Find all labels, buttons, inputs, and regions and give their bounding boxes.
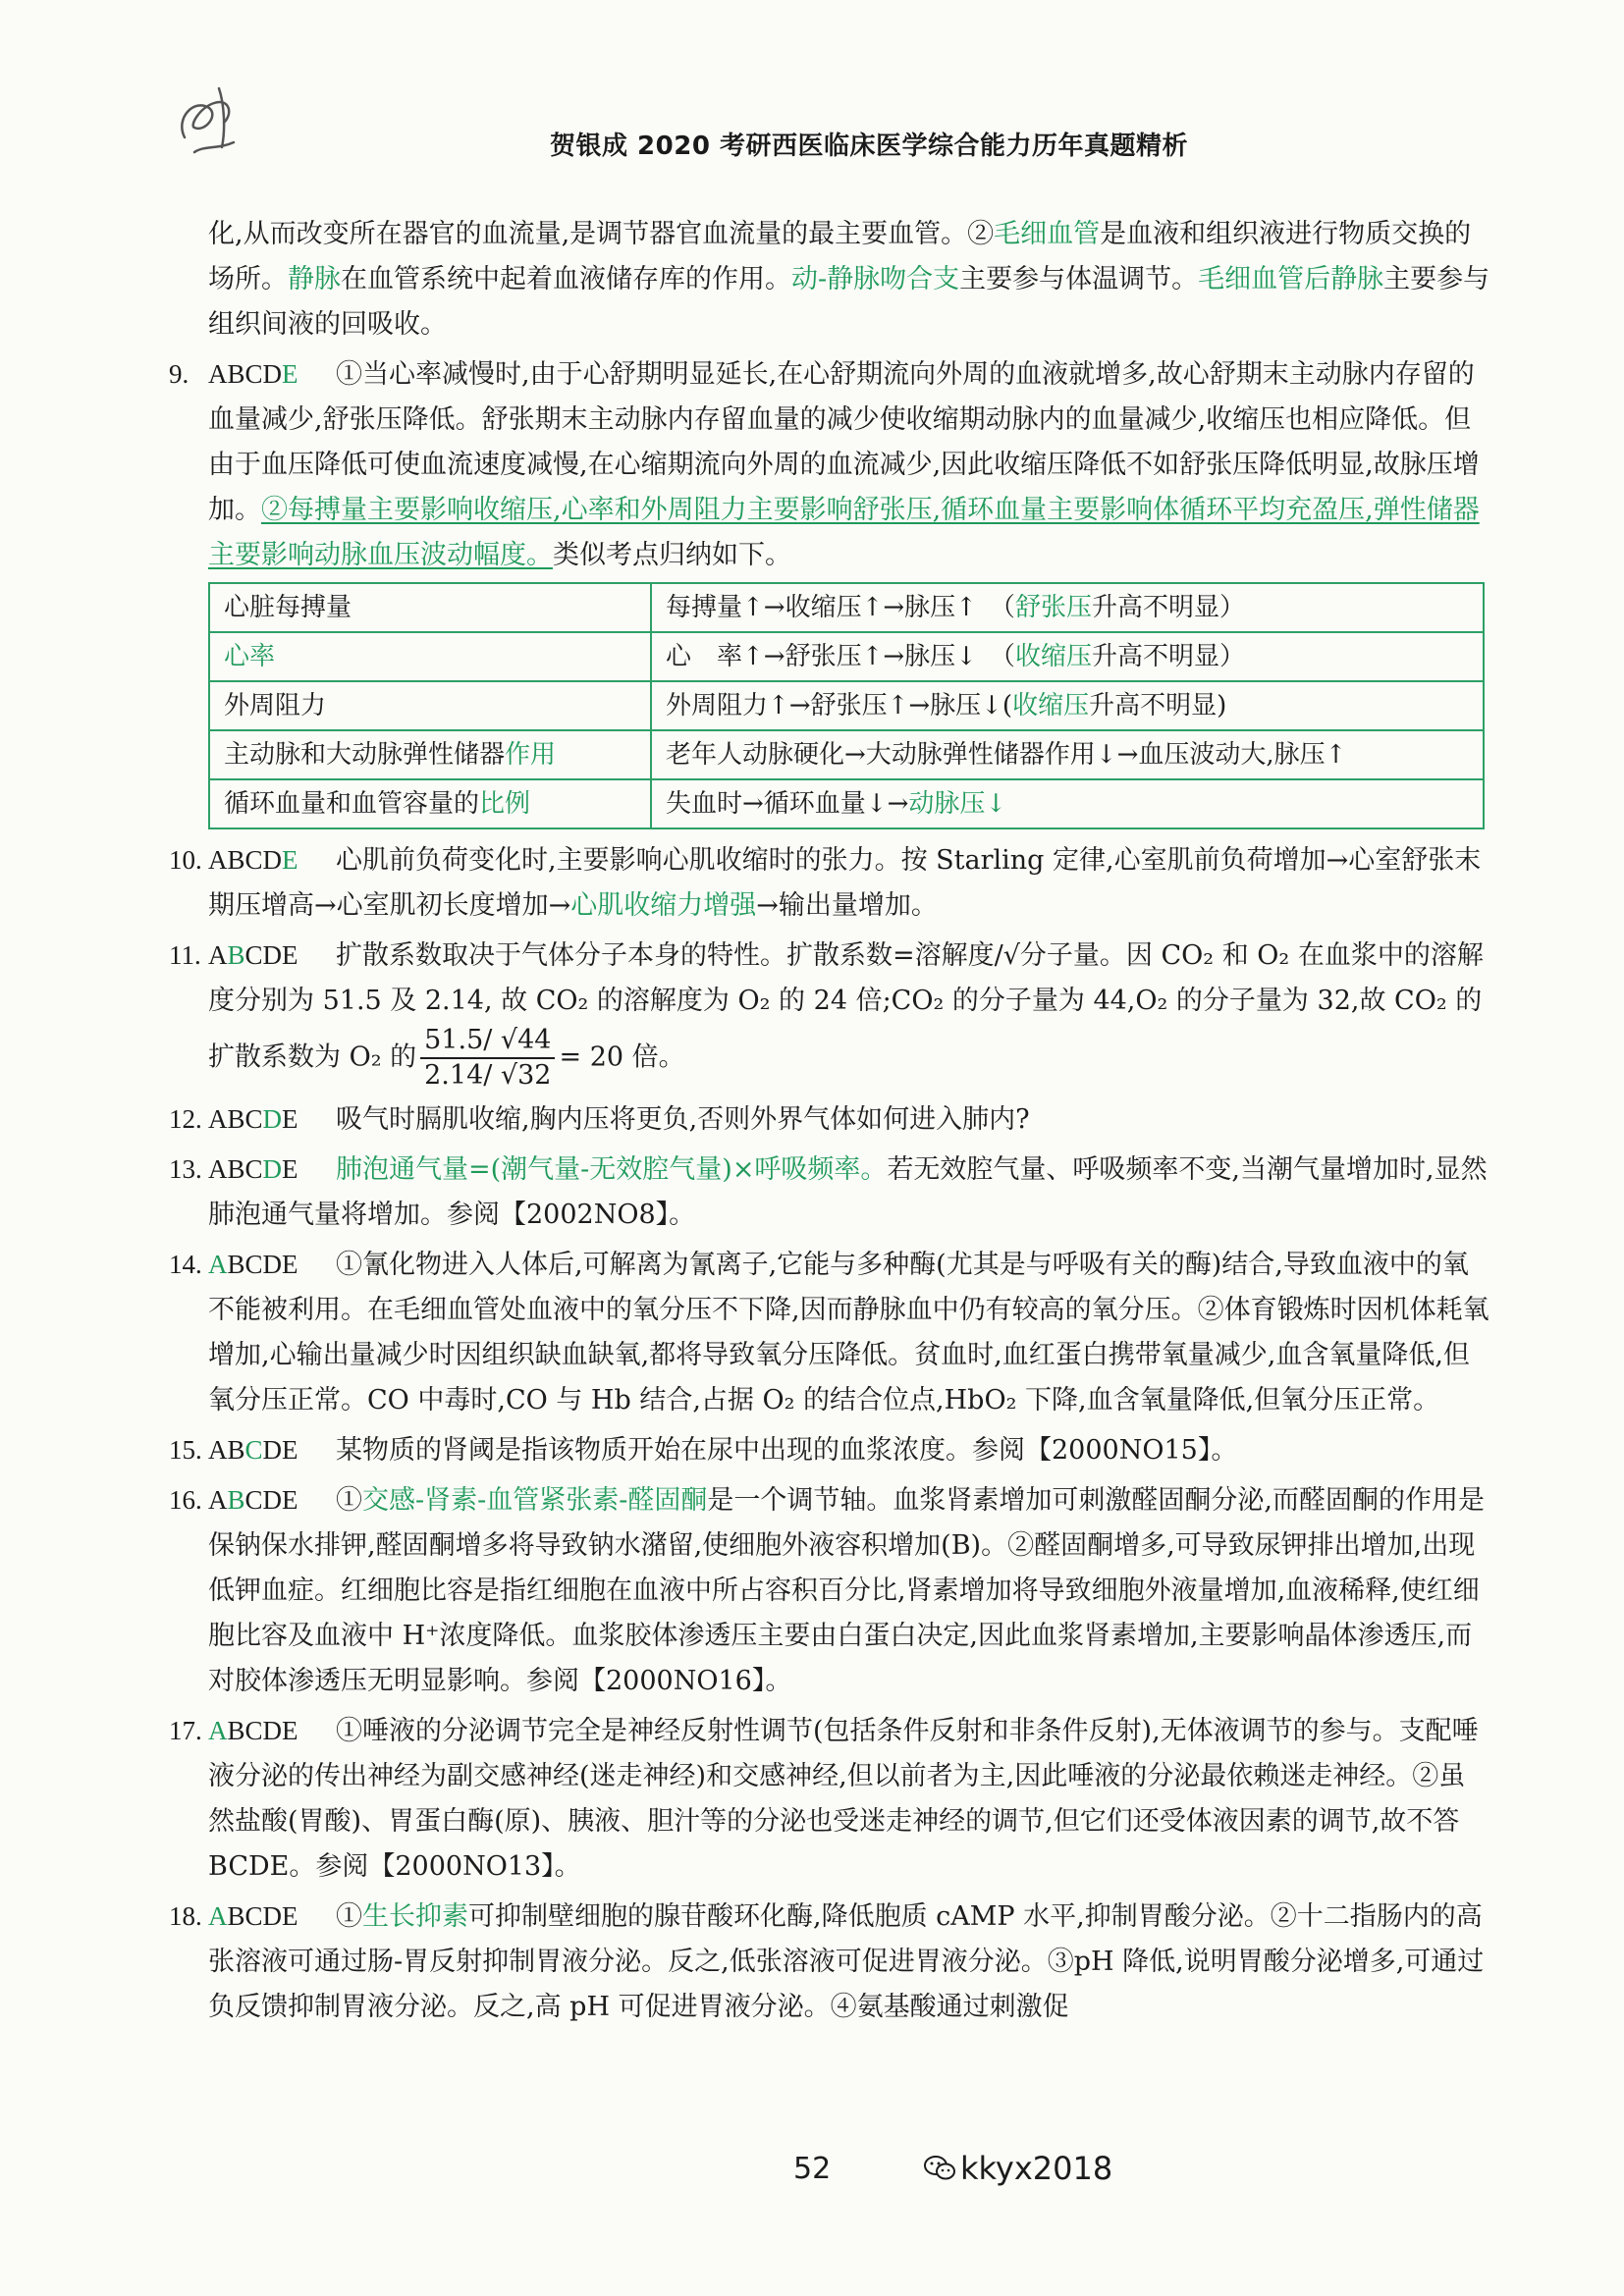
table-cell (651, 632, 1484, 681)
answer-choices (208, 933, 336, 978)
diffusion-fraction (420, 1024, 555, 1093)
highlight-term: 静脉 (288, 264, 341, 294)
answer-choices (208, 1427, 336, 1472)
highlight-term: 比例 (479, 789, 531, 819)
explanation-text: 可抑制壁细胞的腺苷酸环化酶,降低胞质 cAMP 水平,抑制胃酸分泌。②十二指肠内的高张溶液可通过肠-胃反射抑制胃液分泌。反之,低张溶液可促进胃液分泌。③pH 降低,说明胃酸分泌增多,可通过负反馈抑制胃液分泌。反之,高 pH 可促进胃液分泌。④氨基酸通过刺激促 (208, 1901, 1485, 2022)
handwritten-signature (165, 69, 253, 167)
choice-letters: DE (262, 1435, 298, 1465)
intro-paragraph (208, 212, 1490, 347)
explanation-text: ① (336, 1485, 362, 1516)
text-run: 主要参与体温调节。 (959, 264, 1199, 294)
question-number: 17. (169, 1716, 202, 1745)
cell-text: 主动脉和大动脉弹性储器 (224, 740, 506, 770)
explanation-text: 心肌前负荷变化时,主要影响心肌收缩时的张力。按 Starling 定律,心室肌前负荷增加→心室舒张末期压增高→心室肌初长度增加→ (208, 845, 1482, 921)
answer-choices (208, 1096, 336, 1142)
question-number: 12. (169, 1104, 202, 1134)
cell-text: 失血时→循环血量↓→ (666, 789, 909, 819)
table-cell (651, 779, 1484, 828)
table-cell (209, 681, 651, 730)
cell-text: 老年人动脉硬化→大动脉弹性储器作用↓→血压波动大,脉压↑ (666, 740, 1347, 770)
cell-text: 心脏每搏量 (224, 593, 352, 622)
correct-choice: E (282, 845, 298, 875)
answer-choices (208, 1894, 336, 1939)
question-number: 11. (169, 940, 201, 970)
cell-text: 外周阻力 (224, 691, 327, 721)
explanation-text: →输出量增加。 (756, 890, 938, 921)
question-item-18 (169, 1894, 1490, 2030)
question-number: 14. (169, 1250, 202, 1279)
wechat-icon (923, 2154, 956, 2183)
page-number: 52 (793, 2152, 832, 2186)
page-header-title: 贺银成 2020 考研西医临床医学综合能力历年真题精析 (550, 132, 1188, 161)
cell-text: 循环血量和血管容量的 (224, 789, 480, 819)
choice-letters: ABC (208, 1154, 263, 1184)
question-number: 15. (169, 1435, 202, 1465)
cell-text: 升高不明显) (1089, 691, 1227, 721)
choice-letters: A (208, 940, 228, 970)
table-cell (209, 779, 651, 828)
brand-text: kkyx2018 (960, 2150, 1113, 2187)
choice-letters: A (208, 1485, 228, 1515)
highlight-term: 毛细血管后静脉 (1198, 264, 1384, 294)
key-point-text: 肺泡通气量=(潮气量-无效腔气量)×呼吸频率。 (336, 1154, 888, 1185)
explanation-text: ①当心率减慢时,由于心舒期明显延长,在心舒期流向外周的血液就增多,故心舒期末主动脉内存留的血量减少,舒张压降低。舒张期末主动脉内存留血量的减少使收缩期动脉内的血量减少,收缩压也相应降低。但由于血压降低可使血流速度减慢,在心缩期流向外周的血流减少,因此收缩压降低不如舒张压降低明显,故脉压增加。 (208, 359, 1480, 525)
question-item-14 (169, 1242, 1490, 1423)
key-point-text: 交感-肾素-血管紧张素-醛固酮 (362, 1485, 708, 1516)
key-point-text: 生长抑素 (362, 1901, 468, 1932)
choice-letters: ABCD (208, 845, 283, 875)
key-point-text: ②每搏量主要影响收缩压,心率和外周阻力主要影响舒张压,循环血量主要影响体循环平均充盈压,弹性储器主要影响动脉血压波动幅度。 (208, 495, 1480, 570)
table-row (209, 681, 1484, 730)
question-number: 13. (169, 1154, 202, 1184)
table-row (209, 632, 1484, 681)
question-item-10 (169, 837, 1490, 929)
table-cell (651, 730, 1484, 779)
text-run: 在血管系统中起着血液储存库的作用。 (341, 264, 791, 294)
table-cell (651, 681, 1484, 730)
highlight-term: 舒张压 (1014, 593, 1092, 622)
choice-letters: CDE (244, 1485, 298, 1515)
explanation-text: ①氰化物进入人体后,可解离为氰离子,它能与多种酶(尤其是与呼吸有关的酶)结合,导致血液中的氧不能被利用。在毛细血管处血液中的氧分压不下降,因而静脉血中仍有较高的氧分压。②体育锻炼时因机体耗氧增加,心输出量减少时因组织缺血缺氧,都将导致氧分压降低。贫血时,血红蛋白携带氧量减少,血含氧量降低,但氧分压正常。CO 中毒时,CO 与 Hb 结合,占据 O₂ 的结合位点,HbO₂ 下降,血含氧量降低,但氧分压正常。 (208, 1250, 1489, 1415)
choice-letters: BCDE (227, 1716, 298, 1745)
page-content (169, 212, 1490, 2034)
summary-table (208, 582, 1485, 829)
choice-letters: AB (208, 1435, 245, 1465)
question-item-13 (169, 1147, 1490, 1238)
footer-brand (923, 2150, 1112, 2187)
correct-choice: A (208, 1250, 228, 1279)
question-item-11 (169, 933, 1490, 1093)
answer-choices (208, 1242, 336, 1287)
correct-choice: D (262, 1104, 283, 1134)
table-row (209, 779, 1484, 828)
answer-choices (208, 351, 336, 397)
explanation-text: ①唾液的分泌调节完全是神经反射性调节(包括条件反射和非条件反射),无体液调节的参与。支配唾液分泌的传出神经为副交感神经(迷走神经)和交感神经,但以前者为主,因此唾液的分泌最依赖迷走神经。②虽然盐酸(胃酸)、胃蛋白酶(原)、胰液、胆汁等的分泌也受迷走神经的调节,但它们还受体液因素的调节,故不答 BCDE。参阅【2000NO13】。 (208, 1716, 1479, 1882)
choice-letters: E (282, 1154, 298, 1184)
text-run: 化,从而改变所在器官的血流量,是调节器官血流量的最主要血管。② (208, 219, 995, 249)
highlight-term: 收缩压 (1014, 642, 1092, 671)
cell-text: 外周阻力↑→舒张压↑→脉压↓( (666, 691, 1013, 721)
choice-letters: ABC (208, 1104, 263, 1134)
correct-choice: B (227, 1485, 245, 1515)
question-number: 18. (169, 1901, 202, 1931)
fraction-numerator: 51.5/ √44 (420, 1024, 555, 1059)
table-cell (651, 583, 1484, 632)
text-run: 是血液和组织液进行物质交换的场所。 (208, 219, 1472, 294)
explanation-text: 扩散系数取决于气体分子本身的特性。扩散系数=溶解度/√分子量。因 CO₂ 和 O₂ 在血浆中的溶解度分别为 51.5 及 2.14, 故 CO₂ 的溶解度为 O₂ 的 24 倍;CO₂ 的分子量为 44,O₂ 的分子量为 32,故 CO₂ 的扩散系数为 O₂ 的 (208, 940, 1484, 1073)
question-item-15 (169, 1427, 1490, 1473)
choice-letters: ABCD (208, 359, 283, 389)
correct-choice: A (208, 1901, 228, 1931)
highlight-term: 心率 (224, 642, 276, 671)
question-item-17 (169, 1708, 1490, 1890)
choice-letters: CDE (244, 940, 298, 970)
table-cell (209, 583, 651, 632)
cell-text: 升高不明显） (1091, 593, 1245, 622)
choice-letters: BCDE (227, 1250, 298, 1279)
question-item-16 (169, 1477, 1490, 1704)
highlight-term: 作用 (505, 740, 557, 770)
explanation-text: 吸气时膈肌收缩,胸内压将更负,否则外界气体如何进入肺内? (336, 1104, 1030, 1135)
answer-choices (208, 1708, 336, 1753)
question-number: 10. (169, 845, 202, 875)
explanation-text: 是一个调节轴。血浆肾素增加可刺激醛固酮分泌,而醛固酮的作用是保钠保水排钾,醛固酮增多将导致钠水潴留,使细胞外液容积增加(B)。②醛固酮增多,可导致尿钾排出增加,出现低钾血症。红细胞比容是指红细胞在血液中所占容积百分比,肾素增加将导致细胞外液量增加,血液稀释,使红细胞比容及血液中 H⁺浓度降低。血浆胶体渗透压主要由白蛋白决定,因此血浆肾素增加,主要影响晶体渗透压,而对胶体渗透压无明显影响。参阅【2000NO16】。 (208, 1485, 1485, 1696)
answer-choices (208, 837, 336, 882)
highlight-term: 毛细血管 (994, 219, 1101, 249)
cell-text: 每搏量↑→收缩压↑→脉压↑ （ (666, 593, 1015, 622)
highlight-term: 收缩压 (1012, 691, 1090, 721)
choice-letters: BCDE (227, 1901, 298, 1931)
correct-choice: E (282, 359, 298, 389)
explanation-text: 若无效腔气量、呼吸频率不变,当潮气量增加时,显然肺泡通气量将增加。参阅【2002NO8】。 (208, 1154, 1488, 1230)
table-cell (209, 632, 651, 681)
explanation-text: 类似考点归纳如下。 (553, 540, 791, 570)
answer-choices (208, 1147, 336, 1192)
cell-text: 升高不明显） (1091, 642, 1245, 671)
correct-choice: C (244, 1435, 263, 1465)
question-item-12 (169, 1096, 1490, 1143)
explanation-text: = 20 倍。 (559, 1041, 685, 1073)
key-point-text: 心肌收缩力增强 (570, 890, 757, 921)
question-number: 16. (169, 1485, 202, 1515)
correct-choice: D (262, 1154, 283, 1184)
explanation-text: ① (336, 1901, 362, 1932)
highlight-term: 动脉压↓ (908, 789, 1007, 819)
table-row (209, 583, 1484, 632)
fraction-denominator: 2.14/ √32 (424, 1060, 552, 1091)
cell-text: 心 率↑→舒张压↑→脉压↓ （ (666, 642, 1015, 671)
question-number: 9. (169, 359, 189, 389)
explanation-text: 某物质的肾阈是指该物质开始在尿中出现的血浆浓度。参阅【2000NO15】。 (336, 1435, 1238, 1466)
table-cell (209, 730, 651, 779)
highlight-term: 动-静脉吻合支 (791, 264, 960, 294)
choice-letters: E (282, 1104, 298, 1134)
correct-choice: A (208, 1716, 228, 1745)
answer-choices (208, 1477, 336, 1522)
question-item-9 (169, 351, 1490, 578)
table-row (209, 730, 1484, 779)
text-run: 主要参与组织间液的回吸收。 (208, 264, 1490, 340)
correct-choice: B (227, 940, 245, 970)
